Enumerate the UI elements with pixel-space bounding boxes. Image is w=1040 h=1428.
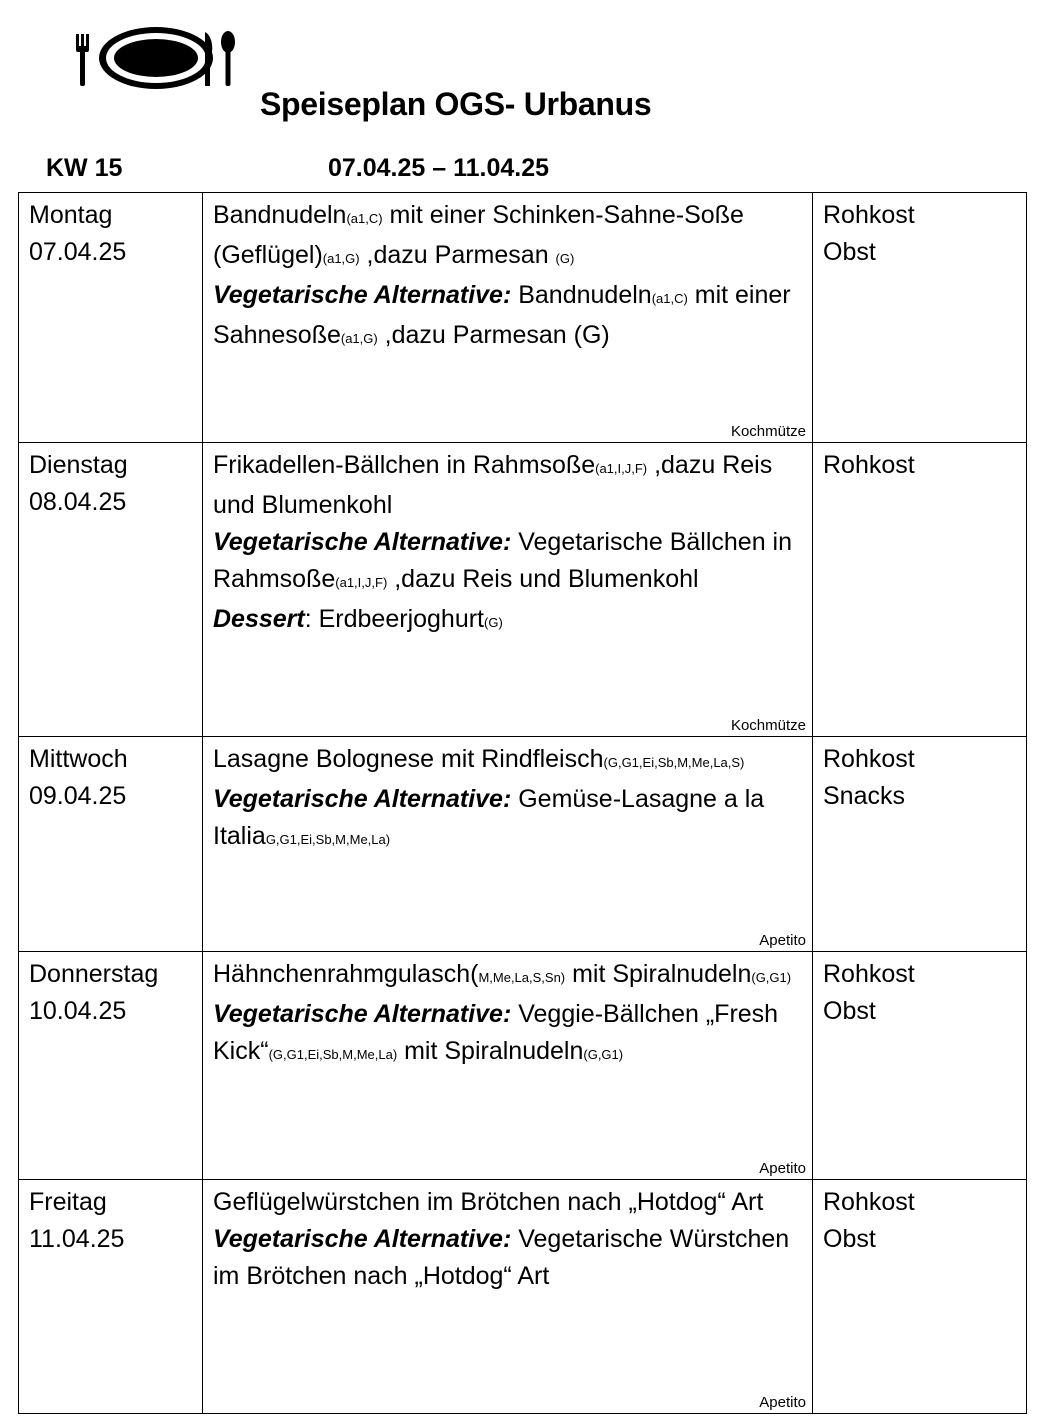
side-item: Rohkost (823, 745, 915, 773)
day-date: 09.04.25 (29, 782, 127, 810)
menu-row (19, 443, 1027, 737)
main-dish (213, 447, 802, 524)
allergen-codes: (a1,I,J,F) (335, 575, 388, 590)
supplier-name: Apetito (759, 1160, 806, 1177)
week-number: KW 15 (46, 154, 123, 182)
meal-text: mit Spiralnudeln (397, 1037, 584, 1065)
sides-cell (813, 737, 1027, 952)
supplier-name: Kochmütze (730, 423, 806, 440)
meal-text: ,dazu Reis und Blumenkohl (387, 565, 699, 593)
allergen-codes: (G,G1) (751, 970, 792, 985)
allergen-codes: M,Me,La,S,Sn) (478, 970, 566, 985)
day-name: Dienstag (29, 451, 128, 479)
vegetarian-label: Vegetarische Alternative: (213, 1000, 512, 1028)
day-date: 08.04.25 (29, 488, 127, 516)
day-date: 11.04.25 (29, 1225, 125, 1253)
vegetarian-alternative (213, 277, 802, 357)
sides-cell (813, 952, 1027, 1180)
menu-table (18, 192, 1027, 1414)
day-date: 07.04.25 (29, 238, 127, 266)
allergen-codes: (a1,I,J,F) (595, 461, 648, 476)
day-name: Freitag (29, 1188, 107, 1216)
day-cell (19, 443, 203, 737)
meal-text: Gemüse-Lasagne a la Italia (213, 785, 765, 850)
allergen-codes: G,G1,Ei,Sb,M,Me,La) (265, 832, 391, 847)
meal-text: Bandnudeln (511, 281, 652, 309)
main-dish (213, 197, 802, 277)
meal-text: Lasagne Bolognese mit Rindfleisch (213, 745, 604, 773)
side-item: Obst (823, 238, 876, 266)
main-dish (213, 956, 802, 996)
day-name: Donnerstag (29, 960, 159, 988)
sides-cell (813, 1180, 1027, 1414)
allergen-codes: (G,G1,Ei,Sb,M,Me,La,S) (603, 755, 745, 770)
allergen-codes: (a1,G) (340, 331, 378, 346)
vegetarian-label: Vegetarische Alternative: (213, 785, 512, 813)
side-item: Rohkost (823, 201, 915, 229)
vegetarian-label: Vegetarische Alternative: (213, 1225, 512, 1253)
day-cell (19, 737, 203, 952)
day-name: Montag (29, 201, 113, 229)
meal-text: mit einer Sahnesoße (213, 281, 791, 349)
vegetarian-alternative (213, 524, 802, 601)
allergen-codes: (G,G1) (583, 1047, 624, 1062)
vegetarian-label: Vegetarische Alternative: (213, 528, 512, 556)
meal-text: Geflügelwürstchen im Brötchen nach „Hotdog“ Art (213, 1188, 764, 1216)
allergen-codes: (a1,C) (651, 291, 688, 306)
side-item: Rohkost (823, 451, 915, 479)
meal-text: mit Spiralnudeln (565, 960, 752, 988)
day-cell (19, 952, 203, 1180)
meal-cell (203, 737, 813, 952)
menu-row (19, 193, 1027, 443)
supplier-name: Kochmütze (730, 717, 806, 734)
vegetarian-alternative (213, 1221, 802, 1295)
day-name: Mittwoch (29, 745, 128, 773)
meal-text: mit einer Schinken-Sahne-Soße (Geflügel) (213, 201, 744, 269)
supplier-name: Apetito (759, 1394, 806, 1411)
side-item: Rohkost (823, 1188, 915, 1216)
meal-text: Bandnudeln (213, 201, 347, 229)
menu-row (19, 1180, 1027, 1414)
meal-text: Vegetarische Würstchen im Brötchen nach „Hotdog“ Art (213, 1225, 790, 1290)
menu-row (19, 952, 1027, 1180)
date-range: 07.04.25 – 11.04.25 (328, 154, 550, 182)
vegetarian-alternative (213, 781, 802, 858)
meal-cell (203, 952, 813, 1180)
allergen-codes: (a1,G) (322, 251, 360, 266)
meal-cell (203, 1180, 813, 1414)
meal-text: ,dazu Reis und Blumenkohl (213, 451, 773, 519)
allergen-codes: (a1,C) (346, 211, 383, 226)
meal-text: Vegetarische Bällchen in Rahmsoße (213, 528, 793, 593)
dessert-label: Dessert (213, 605, 305, 633)
allergen-codes: (G) (555, 251, 575, 266)
day-cell (19, 1180, 203, 1414)
sides-cell (813, 193, 1027, 443)
side-item: Obst (823, 997, 876, 1025)
plate-cutlery-icon (72, 22, 240, 90)
dessert (213, 601, 802, 641)
meal-text: ,dazu Parmesan (359, 241, 556, 269)
meal-cell (203, 193, 813, 443)
vegetarian-label: Vegetarische Alternative: (213, 281, 512, 309)
page-title: Speiseplan OGS- Urbanus (260, 86, 652, 122)
meal-text: Hähnchenrahmgulasch( (213, 960, 479, 988)
allergen-codes: (G,G1,Ei,Sb,M,Me,La) (268, 1047, 398, 1062)
supplier-name: Apetito (759, 932, 806, 949)
dessert-text: : Erdbeerjoghurt (304, 605, 485, 633)
meal-text: Veggie-Bällchen „Fresh Kick“ (213, 1000, 779, 1065)
sides-cell (813, 443, 1027, 737)
menu-row (19, 737, 1027, 952)
side-item: Snacks (823, 782, 905, 810)
meal-text: Frikadellen-Bällchen in Rahmsoße (213, 451, 596, 479)
day-date: 10.04.25 (29, 997, 127, 1025)
side-item: Rohkost (823, 960, 915, 988)
main-dish (213, 741, 802, 781)
side-item: Obst (823, 1225, 876, 1253)
allergen-codes: (G) (484, 615, 503, 630)
vegetarian-alternative (213, 996, 802, 1073)
main-dish (213, 1184, 802, 1221)
day-cell (19, 193, 203, 443)
meal-cell (203, 443, 813, 737)
meal-text: ,dazu Parmesan (G) (377, 321, 610, 349)
